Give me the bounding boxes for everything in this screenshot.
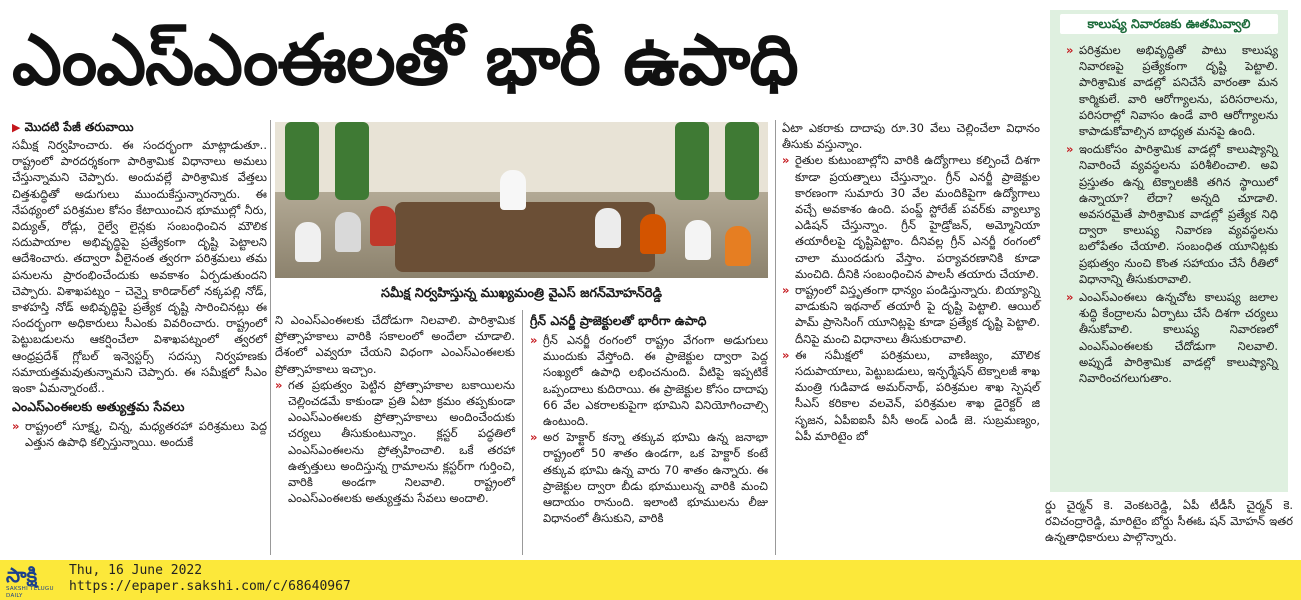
bullet-item: » ఎంఎస్‌ఎంఈలు ఉన్నచోట కాలుష్య జలాల శుద్ధి కేంద్రాలను ఏర్పాటు చేసే దిశగా చర్యలు తీసుకోవాలి. కాలుష్య నివారణలో ఎంఎస్‌ఎంఈలకు చేదోడుగా నిలవాలి. అప్పుడే పారిశ్రామిక వాడల్లో కాలుష్యాన్ని నివారించగలుగుతాం. [1066,289,1278,386]
bullet-item: » రాష్ట్రంలో సూక్ష్మ, చిన్న, మధ్యతరహా పరిశ్రమలు పెద్ద ఎత్తున ఉపాధి కల్పిస్తున్నాయి. అందుకే [12,418,267,450]
plant-decor [285,122,319,200]
subheading: గ్రీన్ ఎనర్జీ ప్రాజెక్టులతో భారీగా ఉపాధి [530,313,707,328]
column-5-tail [1045,497,1293,546]
article-paragraph: సమీక్ష నిర్వహించారు. ఈ సందర్భంగా మాట్లాడుతూ.. రాష్ట్రంలో పారదర్శకంగా పారిశ్రామిక విధానాలు అమలు చేస్తున్నామని చెప్పారు. అందువల్లే పారిశ్రామిక వేత్తలు చిత్తశుద్ధితో అడుగులు ముందుకేస్తున్నారన్నారు. ఈ నేపథ్యంలో పరిశ్రమల కోసం కేటాయించిన భూముల్లో నీరు, విద్యుత్, రోడ్లు, రైల్వే లైన్లకు సంబంధించిన మౌలిక సదుపాయాల అభివృద్ధిపై ప్రత్యేకంగా దృష్టి పెట్టాలని ఆదేశించారు. తద్వారా వీలైనంత త్వరగా పరిశ్రమలు తమ పనులను ప్రారంభించేందుకు అవకాశం ఏర్పడుతుందని చెప్పారు. విశాఖపట్నం – చెన్నై కారిడార్‌లో నక్కపల్లి నోడ్, కాళహస్తి నోడ్ అభివృద్ధిపై ప్రత్యేక దృష్టి సారించినట్లు ఈ సందర్భంగా అధికారులు సీఎంకు వివరించారు. రాష్ట్రంలో పెట్టుబడులను ఆకర్షించేలా విశాఖపట్నంలో త్వరలో ఆంధ్రప్రదేశ్ గ్లోబల్ ఇన్వెస్టర్స్ సదస్సు నిర్వహణకు సమాయత్తమవుతున్నామని చెప్పారు. ఈ సమీక్షలో సీఎం ఇంకా ఏమన్నారంటే.. [12,138,267,396]
plant-decor [675,122,709,200]
sidebar-box [1050,10,1288,492]
article-paragraph: ర్డు చైర్మన్ కె. వెంకటరెడ్డి, ఏపీ టీడీసీ చైర్మన్ కె. రవిచంద్రారెడ్డి, మారిటైం బోర్డు సీఈఓ షన్ మోహన్ ఇతర ఉన్నతాధికారులు పాల్గొన్నారు. [1045,498,1293,545]
bullet-item: » ఇందుకోసం పారిశ్రామిక వాడల్లో కాలుష్యాన్ని నివారించే వ్యవస్థలను పరిశీలించాలి. అవి ప్రస్తుతం ఉన్న టెక్నాలజీకి తగిన స్థాయిలో ఉన్నాయా? లేదా? అన్నది చూడాలి. అవసరమైతే పారిశ్రామిక వాడల్లో ప్రత్యేక నిధి ద్వారా కాలుష్య నివారణ వ్యవస్థలను బలోపేతం చేయాలి. సంబంధిత యూనిట్లకు ప్రభుత్వం నుంచి కొంత సహాయం చేసే రీతిలో విధానాన్ని తీసుకురావాలి. [1066,141,1278,287]
attendee [370,206,396,246]
logo-word: సాక్షి [6,563,38,587]
plant-decor [725,122,759,200]
column-divider [775,120,776,555]
bullet-item: » రాష్ట్రంలో విస్తృతంగా ధాన్యం పండిస్తున్నారు. బియ్యాన్ని వాడుకుని ఇథనాల్ తయారీ పై దృష్టి పెట్టాలి. ఆయిల్ పామ్ ప్రాసెసింగ్ యూనిట్లపై కూడా ప్రత్యేక దృష్టి పెట్టాలి. దీనిపై మంచి విధానాలు తీసుకురావాలి. [782,282,1040,347]
attendee [640,214,666,254]
meeting-photo [275,122,768,278]
bullet-item: » పరిశ్రమల అభివృద్ధితో పాటు కాలుష్య నివారణపై ప్రత్యేకంగా దృష్టి పెట్టాలి. పారిశ్రామిక వాడల్లో పనిచేసే వారంతా మన కార్మికులే. వారి ఆరోగ్యాలను, పరిసరాలను, పరిసరాల్లో నివాసం ఉండే వారి ఆరోగ్యాలను కాపాడుకోవాల్సిన బాధ్యత మనపై ఉంది. [1066,42,1278,139]
sidebar-body [1066,40,1278,386]
bullet-item: » గత ప్రభుత్వం పెట్టిన ప్రోత్సాహకాల బకాయిలను చెల్లించడమే కాకుండా ప్రతి ఏటా క్రమం తప్పకుండా ఎంఎస్‌ఎంఈలకు ప్రోత్సాహకాలు అందించేందుకు చర్యలు తీసుకుంటున్నాం. క్లస్టర్ పద్ధతిలో ఎంఎస్‌ఎంఈలను ప్రోత్సహించాలి. ఒకే తరహా ఉత్పత్తులు అందిస్తున్న గ్రామాలను క్లస్టర్‌గా గుర్తించి, వారికి అండగా నిలవాలి. రాష్ట్రంలో ఎంఎస్‌ఎంఈలకు అత్యుత్తమ సేవలు అందాలి. [275,377,515,507]
column-divider [522,310,523,555]
article-paragraph: ఏటా ఎకరాకు దాదాపు రూ.30 వేలు చెల్లించేలా విధానం తీసుకు వస్తున్నాం. [782,121,1040,152]
column-2 [275,312,515,506]
epaper-link[interactable]: https://epaper.sakshi.com/c/68640967 [69,579,351,594]
continued-label: ▶ మొదటి పేజీ తరువాయి [12,120,134,134]
attendee [295,222,321,262]
column-4 [782,120,1040,444]
column-3 [530,310,768,526]
footer-bar [0,560,1301,600]
sakshi-logo[interactable] [6,563,64,599]
plant-decor [335,122,369,200]
attendee [500,170,526,210]
photo-caption: సమీక్ష నిర్వహిస్తున్న ముఖ్యమంత్రి వైఎస్‌ జగన్‌మోహన్‌రెడ్డి [381,286,662,301]
bullet-item: » రైతుల కుటుంబాల్లోని వారికి ఉద్యోగాలు కల్పించే దిశగా కూడా ప్రయత్నాలు చేస్తున్నాం. గ్రీన్ ఎనర్జీ ప్రాజెక్టుల కారణంగా సుమారు 30 వేల మందికిపైగా ఉద్యోగాలు వచ్చే అవకాశం ఉంది. పంప్డ్ స్టోరేజ్ పవర్‌కు వ్యాల్యూ ఎడిషన్ చేస్తున్నాం. గ్రీన్ హైడ్రోజన్, అమ్మోనియా తయారీలపై దృష్టిపెట్టాం. దీనివల్ల గ్రీన్ ఎనర్జీ రంగంలో చాలా ముందడుగు వేస్తాం. పర్యావరణానికి కూడా మంచిది. దీనికి సంబంధించిన పాలసీ తయారు చేయాలి. [782,152,1040,282]
column-divider [270,120,271,555]
sidebar-title: కాలుష్య నివారణకు ఊతమివ్వాలి [1060,14,1278,34]
column-1 [12,118,267,451]
attendee [685,220,711,260]
subheading: ఎంఎస్‌ఎంఈలకు అత్యుత్తమ సేవలు [12,399,185,415]
bullet-item: » అర హెక్టార్ కన్నా తక్కువ భూమి ఉన్న జనాభా రాష్ట్రంలో 50 శాతం ఉండగా, ఒక హెక్టార్ కంటే తక్కువ భూమి ఉన్న వారు 70 శాతం ఉన్నారు. ఈ ప్రాజెక్టుల ద్వారా బీడు భూములున్న వారికి మంచి ఆదాయం రానుంది. ఇలాంటి భూములను లీజు విధానంలో తీసుకుని, వారికి [530,429,768,526]
logo-tagline: SAKSHI TELUGU DAILY [6,586,54,599]
attendee [595,208,621,248]
red-triangle-icon: ▶ [12,121,21,134]
attendee [725,226,751,266]
bullet-item: » ఈ సమీక్షలో పరిశ్రమలు, వాణిజ్యం, మౌలిక సదుపాయాలు, పెట్టుబడులు, ఇన్ఫర్మేషన్ టెక్నాలజీ శాఖ మంత్రి గుడివాడ అమర్‌నాథ్, పరిశ్రమల శాఖ స్పెషల్ సీఎస్ కరికాల వలవెన్, పరిశ్రమల శాఖ డైరెక్టర్ జి సృజన, ఏపీఐఐసీ వీసీ అండ్ ఎండీ జె. సుబ్రమణ్యం, ఏపీ మారిటైం బో [782,347,1040,444]
attendee [335,212,361,252]
edition-date: Thu, 16 June 2022 [69,563,203,578]
article-paragraph: ని ఎంఎస్‌ఎంఈలకు చేదోడుగా నిలవాలి. పారిశ్రామిక ప్రోత్సాహకాలు వారికి సకాలంలో అందేలా చూడాలి. దేశంలో ఎవ్వరూ చేయని విధంగా ఎంఎస్‌ఎంఈలకు ప్రోత్సాహకాలు ఇచ్చాం. [275,313,515,376]
headline: ఎంఎస్‌ఎంఈలతో భారీ ఉపాధి [12,19,798,101]
bullet-item: » గ్రీన్ ఎనర్జీ రంగంలో రాష్ట్రం వేగంగా అడుగులు ముందుకు వేస్తోంది. ఈ ప్రాజెక్టుల ద్వారా పెద్ద సంఖ్యలో ఉపాధి లభించనుంది. వీటిపై ఇప్పటికే ఒప్పందాలు కుదిరాయి. ఈ ప్రాజెక్టుల కోసం దాదాపు 66 వేల ఎకరాలకుపైగా భూమిని వినియోగించాల్సి ఉంటుంది. [530,332,768,429]
